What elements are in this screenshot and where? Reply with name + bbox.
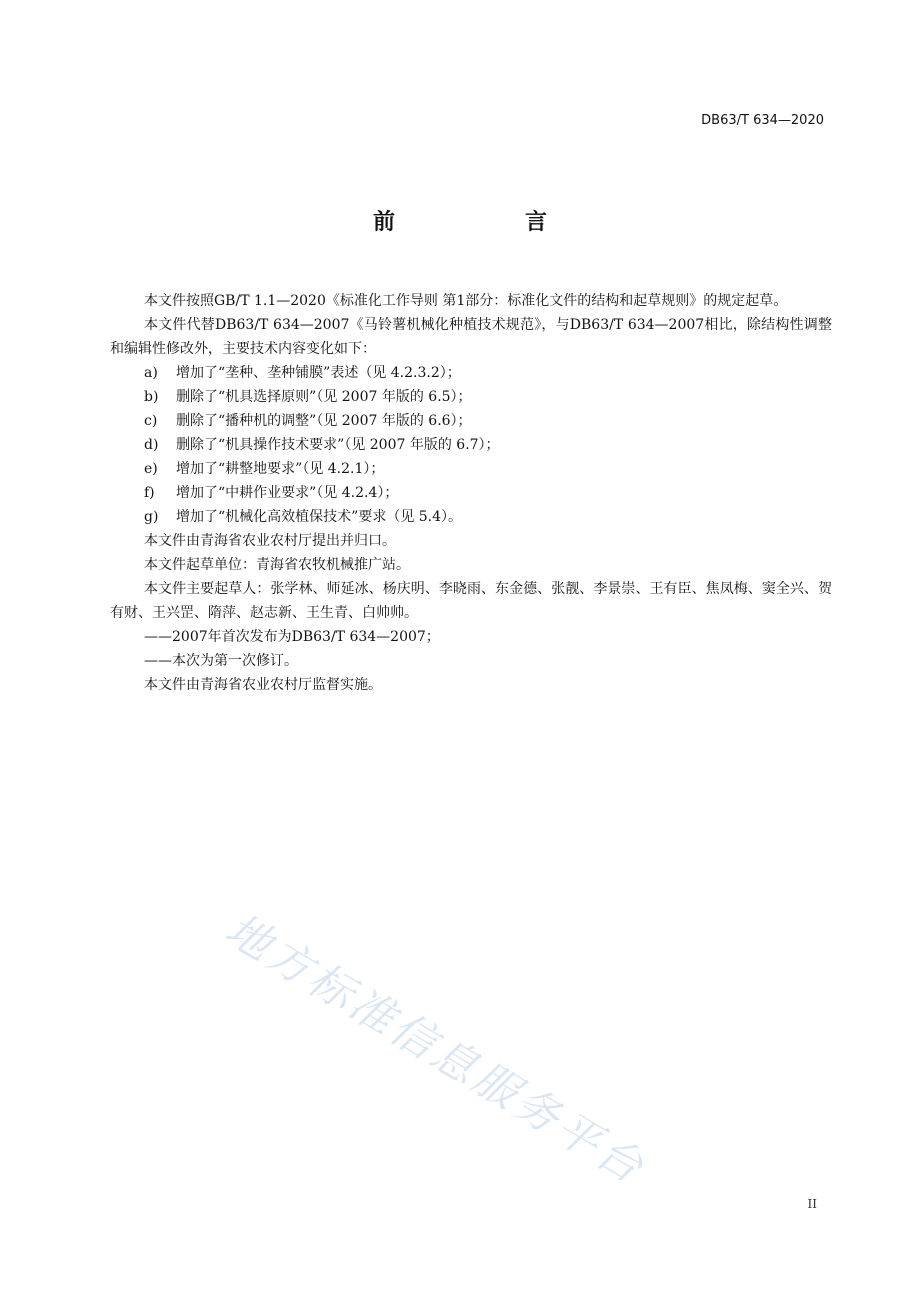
change-text: 删除了“机具选择原则”（见 2007 年版的 6.5）；: [176, 389, 472, 405]
paragraph-replacement: 本文件代替DB63/T 634—2007《马铃薯机械化种植技术规范》，与DB63/T 634—2007相比，除结构性调整和编辑性修改外，主要技术内容变化如下：: [110, 317, 832, 357]
change-item-a: [110, 361, 832, 385]
change-item-c: [110, 409, 832, 433]
change-text: 删除了“播种机的调整”（见 2007 年版的 6.6）；: [176, 413, 472, 429]
history-first-release: ——2007年首次发布为DB63/T 634—2007；: [144, 629, 440, 645]
change-marker: a): [144, 365, 158, 381]
history-revision: ——本次为第一次修订。: [144, 653, 298, 669]
change-item-e: [110, 457, 832, 481]
foreword-body: [110, 289, 832, 697]
change-marker: f): [144, 485, 155, 501]
watermark: 地方标准信息服务平台: [216, 903, 655, 1195]
drafting-unit-statement: 本文件起草单位：青海省农牧机械推广站。: [144, 557, 410, 573]
change-item-d: [110, 433, 832, 457]
proposer-statement: 本文件由青海省农业农村厅提出并归口。: [144, 533, 396, 549]
change-text: 删除了“机具操作技术要求”（见 2007 年版的 6.7）；: [176, 437, 500, 453]
change-item-b: [110, 385, 832, 409]
change-item-g: [110, 505, 832, 529]
page-title: 前 言: [372, 210, 601, 235]
change-marker: d): [144, 437, 159, 453]
change-text: 增加了“耕整地要求”（见 4.2.1）；: [176, 461, 385, 477]
supervisor-statement: 本文件由青海省农业农村厅监督实施。: [144, 677, 382, 693]
change-marker: g): [144, 509, 159, 525]
page-number: II: [807, 1197, 817, 1211]
document-code: DB63/T 634—2020: [701, 113, 824, 128]
paragraph-drafting-rules: 本文件按照GB/T 1.1—2020《标准化工作导则 第1部分：标准化文件的结构和起草规则》的规定起草。: [144, 293, 788, 309]
change-marker: e): [144, 461, 158, 477]
change-text: 增加了“垄种、垄种铺膜”表述（见 4.2.3.2）；: [176, 365, 461, 381]
change-text: 增加了“中耕作业要求”（见 4.2.4）；: [176, 485, 399, 501]
change-item-f: [110, 481, 832, 505]
change-marker: b): [144, 389, 159, 405]
change-text: 增加了“机械化高效植保技术”要求（见 5.4）。: [176, 509, 463, 525]
drafters-statement: 本文件主要起草人：张学林、师延冰、杨庆明、李晓雨、东金德、张靓、李景崇、王有臣、焦凤梅、窦全兴、贺有财、王兴罡、隋萍、赵志新、王生青、白帅帅。: [110, 581, 832, 621]
change-marker: c): [144, 413, 158, 429]
